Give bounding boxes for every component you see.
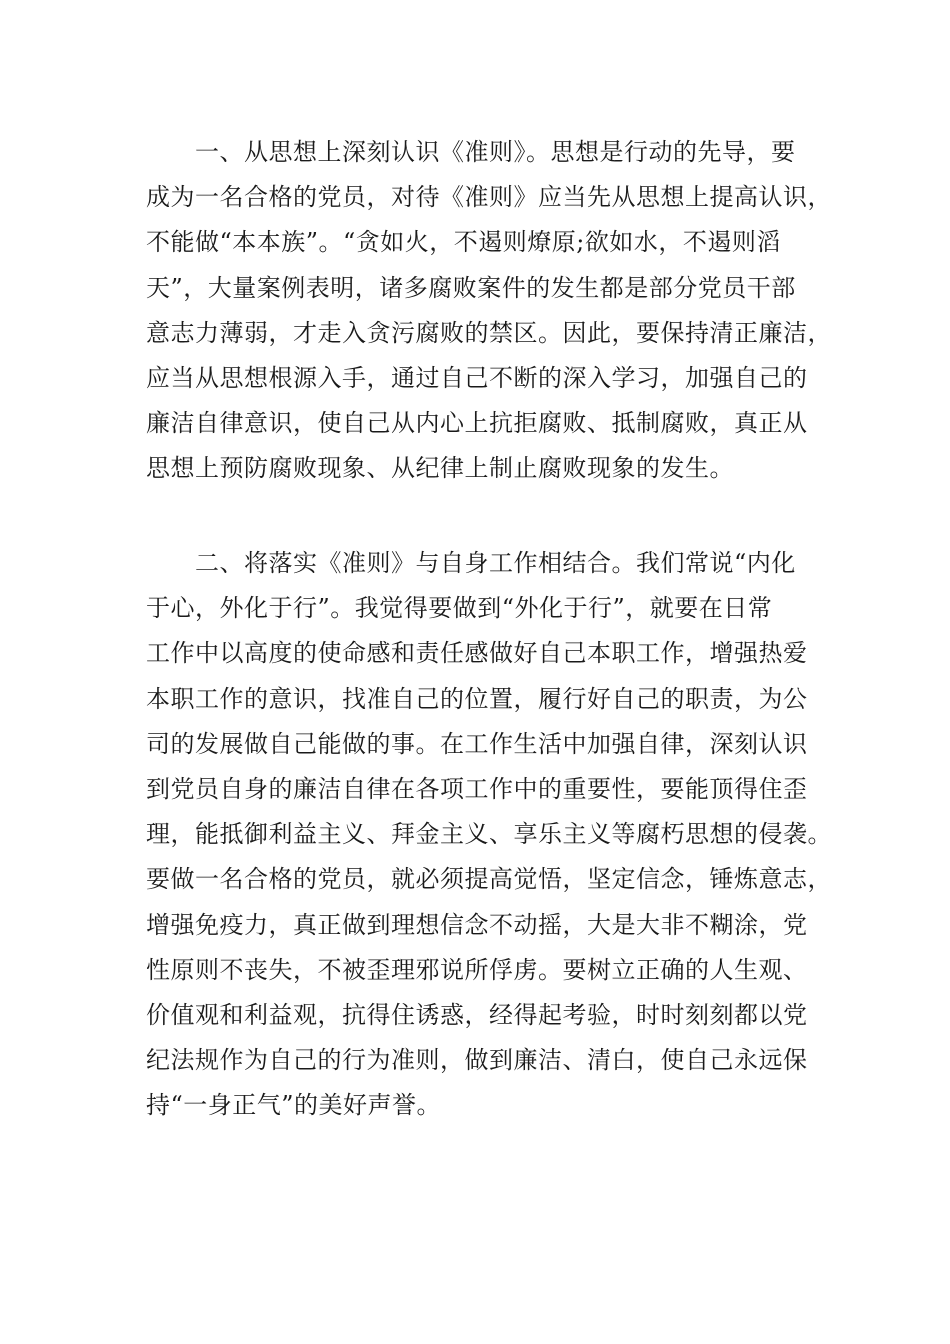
paragraph-line: 思想上预防腐败现象、从纪律上制止腐败现象的发生。 [146, 454, 734, 483]
paragraph-line: 意志力薄弱，才走入贪污腐败的禁区。因此，要保持清正廉洁， [146, 318, 832, 347]
paragraph-line: 成为一名合格的党员，对待《准则》应当先从思想上提高认识， [146, 183, 832, 212]
paragraph-line: 纪法规作为自己的行为准则，做到廉洁、清白，使自己永远保 [146, 1046, 808, 1075]
paragraph-line: 理，能抵御利益主义、拜金主义、享乐主义等腐朽思想的侵袭。 [146, 820, 832, 849]
paragraph-line: 廉洁自律意识，使自己从内心上抗拒腐败、抵制腐败，真正从 [146, 409, 808, 438]
paragraph-1 [146, 130, 832, 492]
paragraph-line: 工作中以高度的使命感和责任感做好自己本职工作，增强热爱 [146, 639, 808, 668]
paragraph-line: 应当从思想根源入手，通过自己不断的深入学习，加强自己的 [146, 363, 808, 392]
paragraph-line: 二、将落实《准则》与自身工作相结合。我们常说“内化 [195, 549, 796, 577]
paragraph-line: 天”，大量案例表明，诸多腐败案件的发生都是部分党员干部 [146, 273, 796, 302]
paragraph-line: 性原则不丧失，不被歪理邪说所俘虏。要树立正确的人生观、 [146, 955, 808, 984]
paragraph-2 [146, 541, 832, 1128]
paragraph-line: 要做一名合格的党员，就必须提高觉悟，坚定信念，锤炼意志， [146, 865, 832, 894]
paragraph-line: 于心，外化于行”。我觉得要做到“外化于行”，就要在日常 [146, 594, 773, 623]
paragraph-line: 持“一身正气”的美好声誉。 [146, 1091, 442, 1120]
paragraph-line: 到党员自身的廉洁自律在各项工作中的重要性，要能顶得住歪 [146, 774, 808, 803]
paragraph-line: 增强免疫力，真正做到理想信念不动摇，大是大非不糊涂，党 [146, 910, 808, 939]
paragraph-line: 本职工作的意识，找准自己的位置，履行好自己的职责，为公 [146, 684, 808, 713]
paragraph-line: 价值观和利益观，抗得住诱惑，经得起考验，时时刻刻都以党 [146, 1000, 808, 1029]
paragraph-line: 司的发展做自己能做的事。在工作生活中加强自律，深刻认识 [146, 729, 808, 758]
paragraph-line: 一、从思想上深刻认识《准则》。思想是行动的先导，要 [195, 138, 796, 166]
paragraph-line: 不能做“本本族”。“贪如火，不遏则燎原;欲如水，不遏则滔 [146, 228, 781, 257]
